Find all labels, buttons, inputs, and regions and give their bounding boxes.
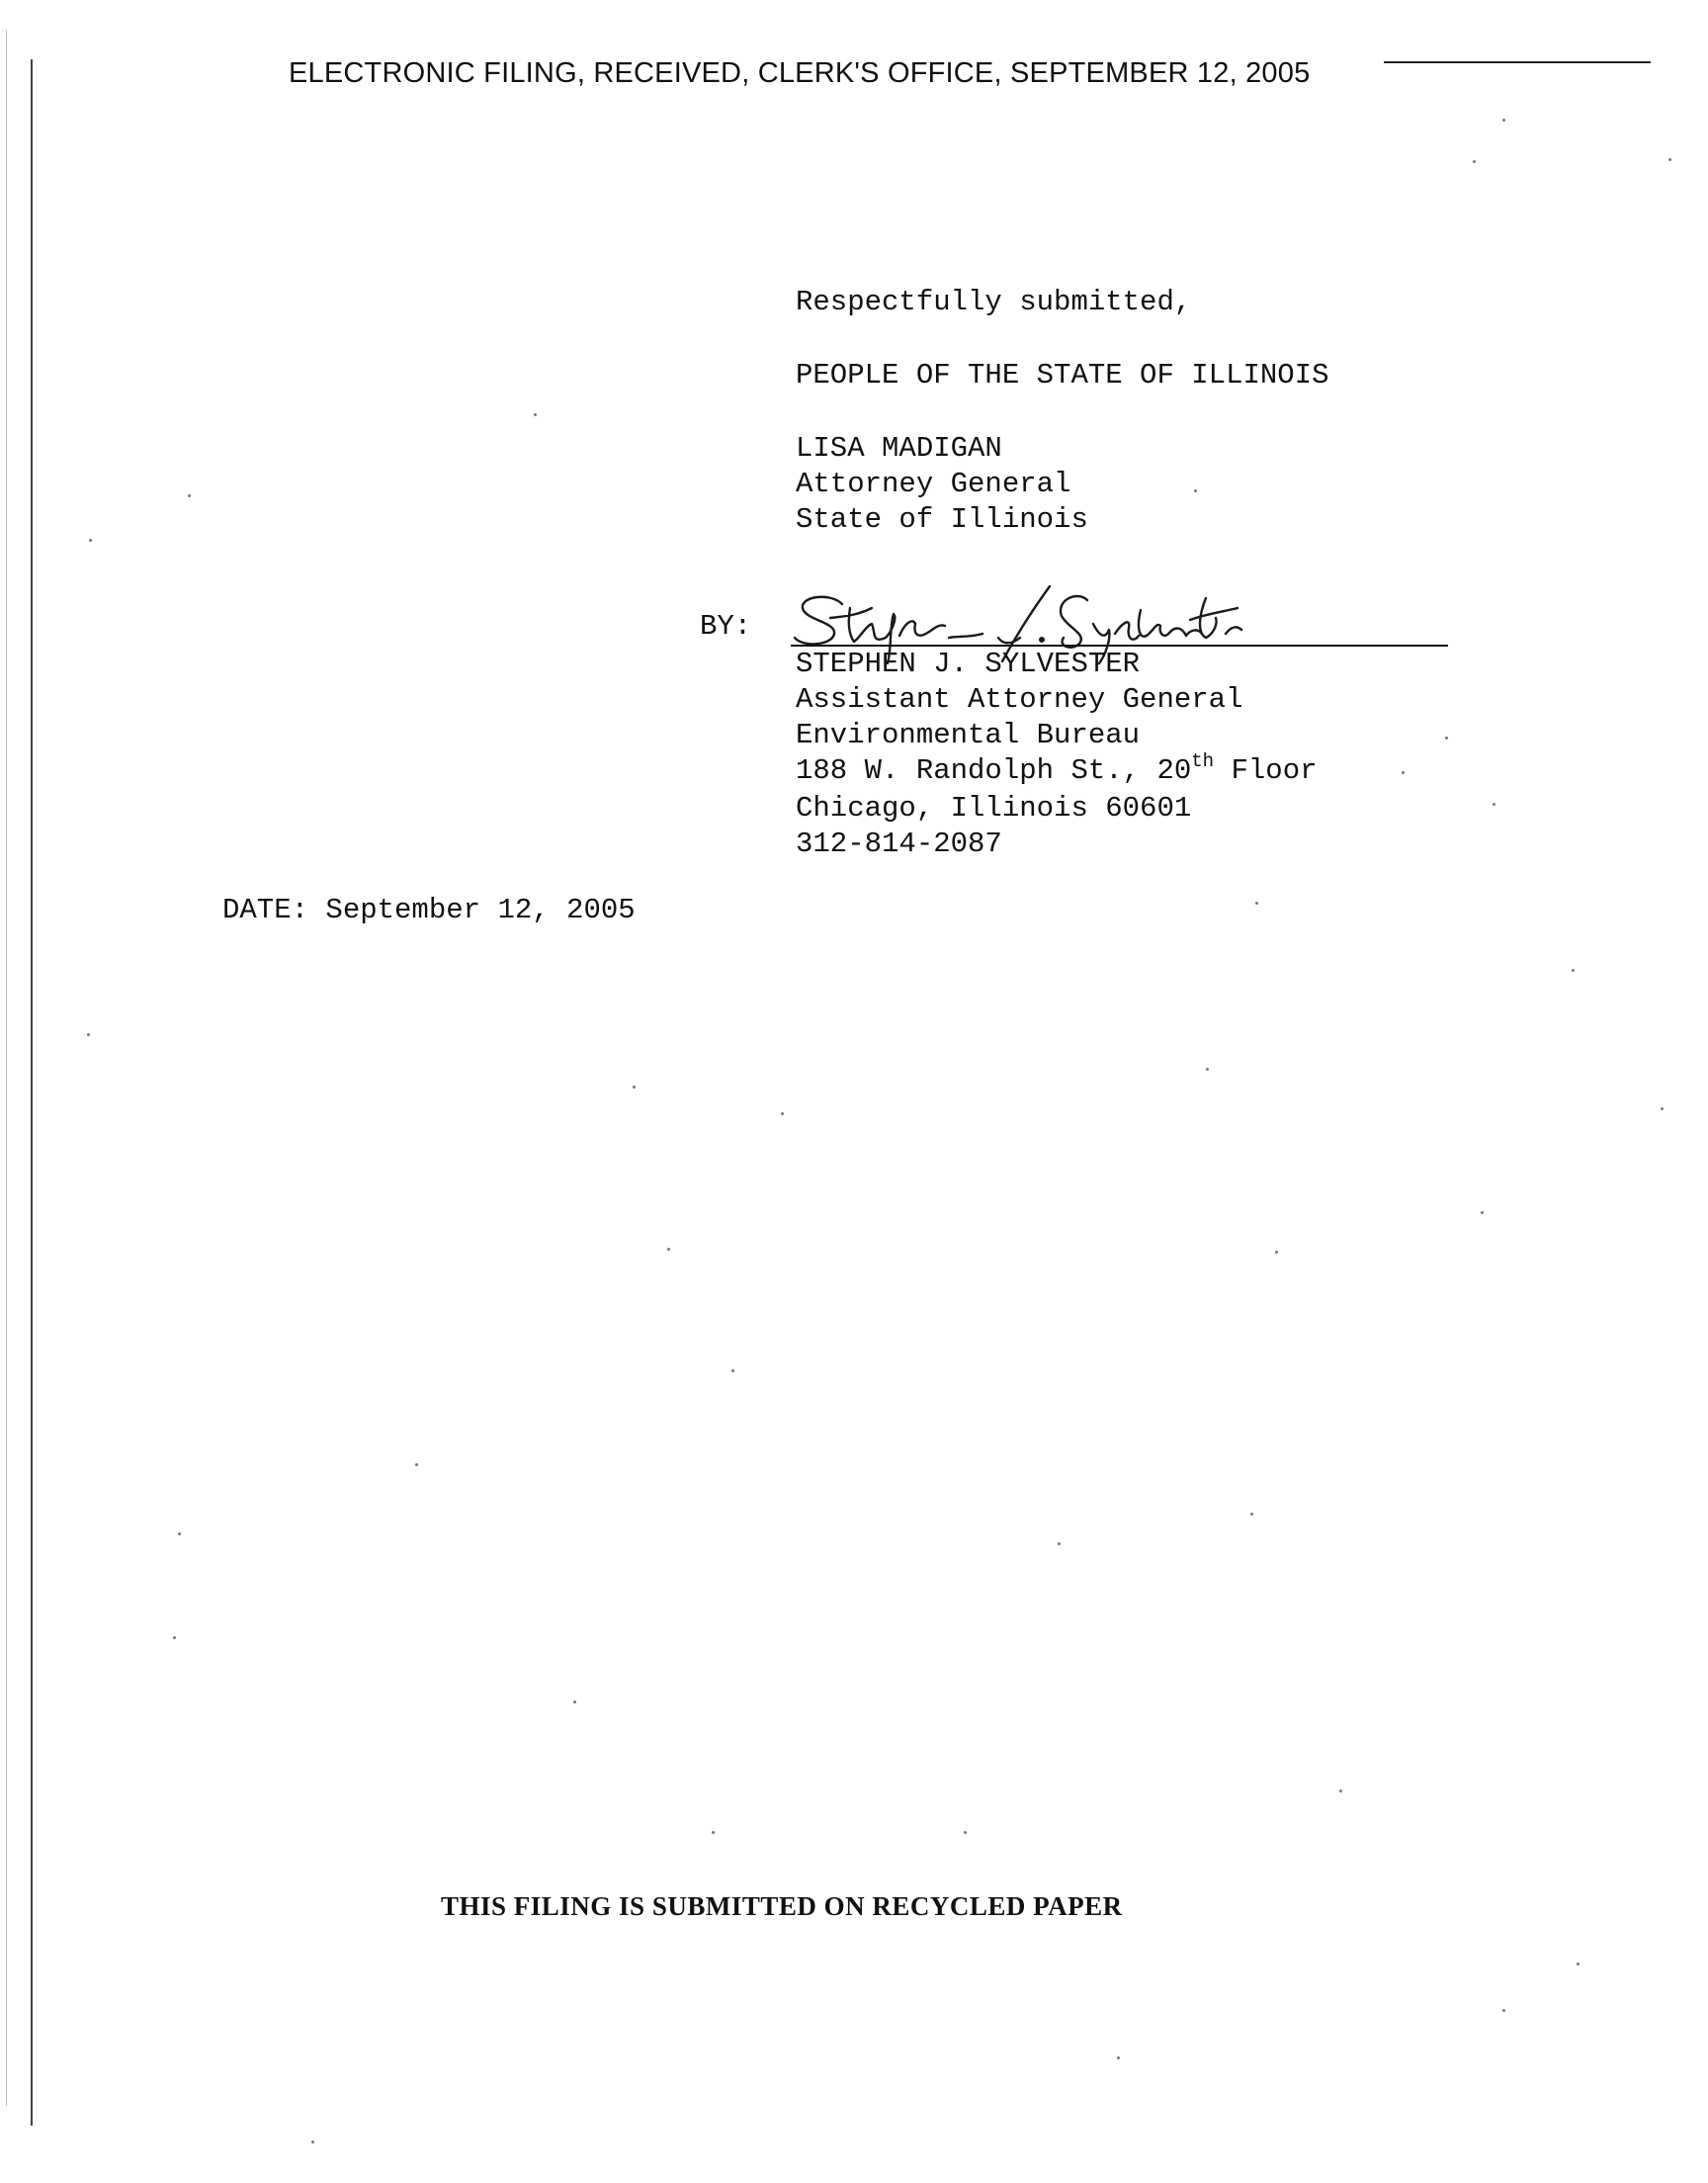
scan-speck — [1572, 969, 1575, 972]
scan-speck — [1206, 1068, 1209, 1071]
scan-speck — [1481, 1211, 1484, 1214]
scan-speck — [1502, 119, 1505, 122]
signer-title: Assistant Attorney General — [796, 683, 1243, 716]
scan-edge-line — [6, 30, 7, 2106]
scan-speck — [731, 1369, 734, 1372]
scan-speck — [1250, 1513, 1253, 1516]
scan-speck — [1058, 1542, 1061, 1545]
scan-speck — [1493, 803, 1495, 806]
scan-speck — [415, 1463, 418, 1466]
scan-speck — [311, 2140, 314, 2143]
address-ordinal-suffix: th — [1191, 750, 1215, 772]
scan-speck — [89, 539, 92, 542]
scan-speck — [1402, 771, 1405, 774]
address-street: 188 W. Randolph St., 20 — [796, 754, 1192, 787]
signer-address — [796, 750, 1318, 791]
signer-name: STEPHEN J. SYLVESTER — [796, 648, 1141, 680]
signer-city: Chicago, Illinois 60601 — [796, 792, 1192, 825]
filing-stamp: ELECTRONIC FILING, RECEIVED, CLERK'S OFFICE, SEPTEMBER 12, 2005 — [289, 57, 1311, 89]
scan-speck — [1661, 1107, 1664, 1110]
scan-speck — [178, 1532, 181, 1535]
header-rule — [1384, 61, 1651, 63]
scan-speck — [1117, 2056, 1120, 2059]
scan-speck — [1445, 737, 1448, 740]
signer-bureau: Environmental Bureau — [796, 719, 1141, 751]
scan-speck — [1339, 1790, 1342, 1792]
scan-speck — [1502, 2009, 1505, 2012]
scan-speck — [667, 1248, 670, 1251]
ag-state: State of Illinois — [796, 503, 1088, 536]
address-floor: Floor — [1214, 754, 1318, 787]
scan-speck — [964, 1831, 967, 1834]
scan-speck — [1668, 158, 1671, 161]
attorney-general-block — [796, 431, 1088, 538]
scan-speck — [188, 494, 191, 497]
scan-speck — [534, 413, 537, 416]
scan-speck — [1275, 1251, 1278, 1254]
scan-speck — [573, 1701, 576, 1703]
signer-phone: 312-814-2087 — [796, 828, 1002, 860]
scan-speck — [1473, 160, 1476, 163]
date-line: DATE: September 12, 2005 — [222, 894, 636, 926]
scan-speck — [633, 1086, 636, 1089]
scan-speck — [173, 1636, 176, 1639]
signer-block — [796, 647, 1318, 862]
closing-text: Respectfully submitted, — [796, 286, 1192, 318]
scan-speck — [1577, 1963, 1580, 1965]
scan-speck — [1194, 489, 1197, 492]
ag-title: Attorney General — [796, 468, 1071, 500]
scan-speck — [1255, 902, 1258, 905]
scan-speck — [712, 1831, 715, 1834]
scan-speck — [781, 1112, 784, 1115]
recycled-paper-notice: THIS FILING IS SUBMITTED ON RECYCLED PAPER — [441, 1891, 1123, 1921]
ag-name: LISA MADIGAN — [796, 432, 1002, 465]
by-label: BY: — [700, 610, 752, 643]
scan-speck — [87, 1033, 90, 1036]
scan-margin-line — [31, 59, 33, 2126]
party-name: PEOPLE OF THE STATE OF ILLINOIS — [796, 359, 1329, 392]
